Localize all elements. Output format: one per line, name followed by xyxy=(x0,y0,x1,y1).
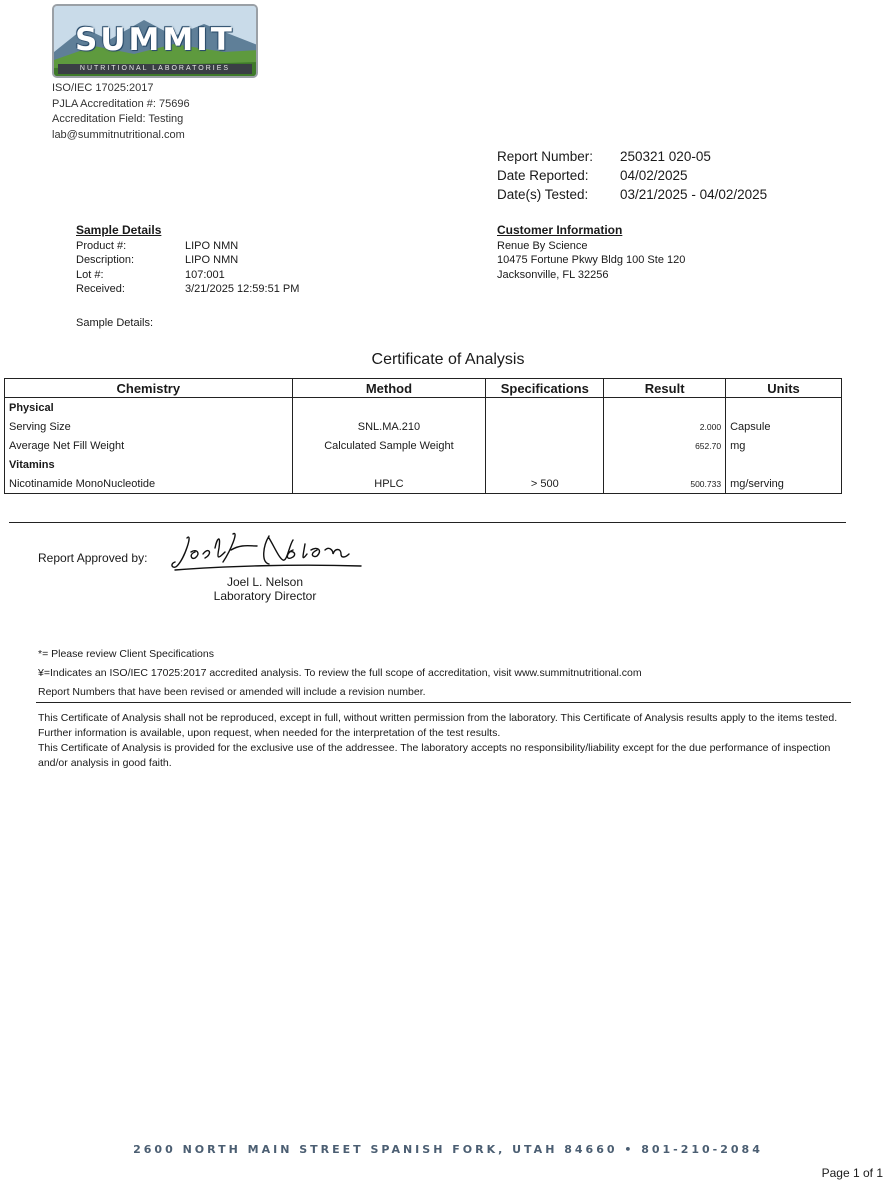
approver-title: Laboratory Director xyxy=(213,589,317,603)
row-method: Calculated Sample Weight xyxy=(292,436,486,455)
row-units: mg/serving xyxy=(726,474,842,494)
table-row xyxy=(5,474,842,494)
header-method: Method xyxy=(292,379,486,398)
lot-label: Lot #: xyxy=(76,268,104,281)
lot-value: 107:001 xyxy=(185,268,225,281)
logo-subtitle: NUTRITIONAL LABORATORIES xyxy=(58,64,252,74)
customer-information-title: Customer Information xyxy=(497,223,623,237)
disclaimer xyxy=(38,711,838,771)
received-label: Received: xyxy=(76,283,125,295)
lab-accreditation-field: Accreditation Field: Testing xyxy=(52,113,184,125)
header-result: Result xyxy=(604,379,726,398)
group-label: Physical xyxy=(5,398,293,418)
group-label: Vitamins xyxy=(5,455,293,474)
row-chemistry: Average Net Fill Weight xyxy=(5,436,293,455)
note-revisions: Report Numbers that have been revised or amended will include a revision number. xyxy=(38,686,426,698)
row-result: 500.733 xyxy=(604,474,726,494)
row-chemistry: Nicotinamide MonoNucleotide xyxy=(5,474,293,494)
date-reported-label: Date Reported: xyxy=(497,168,589,183)
page-number: Page 1 of 1 xyxy=(821,1166,883,1180)
report-approved-label: Report Approved by: xyxy=(38,551,148,565)
group-row-physical xyxy=(5,398,842,418)
product-value: LIPO NMN xyxy=(185,239,239,252)
lab-email: lab@summitnutritional.com xyxy=(52,128,185,141)
row-chemistry: Serving Size xyxy=(5,417,293,436)
lab-info xyxy=(52,81,190,143)
customer-address-line1: 10475 Fortune Pkwy Bldg 100 Ste 120 xyxy=(497,254,686,266)
report-number-label: Report Number: xyxy=(497,149,594,164)
customer-address-line2: Jacksonville, FL 32256 xyxy=(497,268,609,281)
divider xyxy=(9,522,846,523)
row-units: mg xyxy=(726,436,842,455)
row-units: Capsule xyxy=(726,417,842,436)
logo-wordmark: SUMMIT xyxy=(75,22,235,58)
table-row xyxy=(5,417,842,436)
row-spec xyxy=(486,417,604,436)
report-number: 250321 020-05 xyxy=(620,149,711,164)
results-table xyxy=(4,378,842,494)
certificate-title: Certificate of Analysis xyxy=(371,351,525,368)
note-accreditation: ¥=Indicates an ISO/IEC 17025:2017 accredited analysis. To review the full scope of accreditation, visit www.summitnutritional.com xyxy=(38,667,642,679)
dates-tested-label: Date(s) Tested: xyxy=(497,187,589,202)
header-units: Units xyxy=(726,379,842,398)
table-row xyxy=(5,436,842,455)
header-chemistry: Chemistry xyxy=(5,379,293,398)
divider xyxy=(36,702,851,703)
customer-information xyxy=(497,223,685,282)
description-label: Description: xyxy=(76,254,135,266)
group-row-vitamins xyxy=(5,455,842,474)
notes xyxy=(38,645,642,702)
row-method: HPLC xyxy=(292,474,486,494)
approver xyxy=(190,575,340,603)
received-value: 3/21/2025 12:59:51 PM xyxy=(185,283,300,295)
disclaimer-liability: This Certificate of Analysis is provided for the exclusive use of the addressee. The laboratory accepts no responsibility/liability except for the due performance of inspection and/or analysis in good faith. xyxy=(38,742,831,769)
sample-details-title: Sample Details xyxy=(76,223,162,237)
row-result: 652.70 xyxy=(604,436,726,455)
row-spec: > 500 xyxy=(486,474,604,494)
approver-name: Joel L. Nelson xyxy=(226,575,304,589)
table-header-row xyxy=(5,379,842,398)
note-client-specs: *= Please review Client Specifications xyxy=(38,648,214,660)
product-label: Product #: xyxy=(76,239,127,252)
lab-accreditation-number: PJLA Accreditation #: 75696 xyxy=(52,97,190,110)
disclaimer-reproduction: This Certificate of Analysis shall not be reproduced, except in full, without written permission from the laboratory. This Certificate of Analysis results apply to the items tested. Further information is available, upon request, when needed for the interpretation of the test results. xyxy=(38,712,838,739)
signature-icon xyxy=(165,528,365,576)
summit-logo xyxy=(52,4,258,78)
row-spec xyxy=(486,436,604,455)
lab-iso: ISO/IEC 17025:2017 xyxy=(52,82,154,94)
customer-name: Renue By Science xyxy=(497,239,588,252)
sample-details-note: Sample Details: xyxy=(76,317,154,329)
sample-details xyxy=(76,223,299,297)
footer-address: 2600 NORTH MAIN STREET SPANISH FORK, UTAH 84660 • 801-210-2084 xyxy=(133,1143,763,1156)
report-meta xyxy=(497,147,767,204)
row-result: 2.000 xyxy=(604,417,726,436)
row-method: SNL.MA.210 xyxy=(292,417,486,436)
description-value: LIPO NMN xyxy=(185,254,239,266)
header-specifications: Specifications xyxy=(486,379,604,398)
date-reported: 04/02/2025 xyxy=(620,168,688,183)
dates-tested: 03/21/2025 - 04/02/2025 xyxy=(620,187,768,202)
